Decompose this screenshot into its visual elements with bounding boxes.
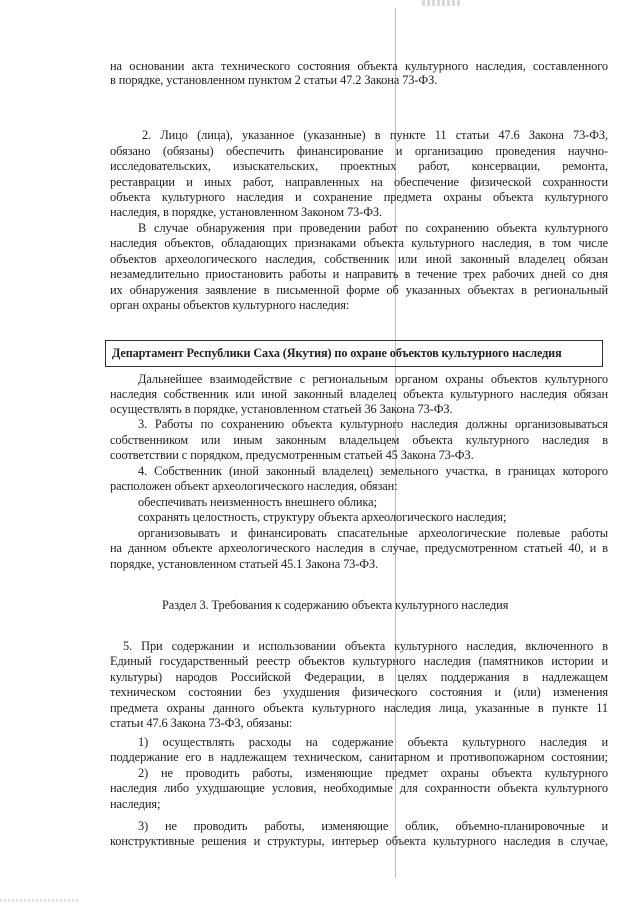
text-line: статьи 47.6 Закона 73-ФЗ, обязаны: bbox=[110, 716, 293, 730]
section-heading: Раздел 3. Требования к содержанию объекта культурного наследия bbox=[162, 598, 509, 612]
text-line: обязано (обязаны) обеспечить финансирование и организацию проведения научно- bbox=[110, 144, 608, 158]
text-line: культуры) народов Российской Федерации, в целях поддержания в надлежащем bbox=[110, 670, 608, 684]
text-line: наследия, в порядке, установленном Законом 73-ФЗ. bbox=[110, 205, 383, 219]
scan-artifact-bottom bbox=[0, 899, 80, 902]
text-line: предмета охраны данного объекта культурного наследия лица, указанные в пункте 11 bbox=[110, 701, 608, 715]
text-line: в порядке, установленном пунктом 2 статьи 47.2 Закона 73-ФЗ. bbox=[110, 73, 438, 87]
text-line: порядке, установленном статьей 45.1 Закона 73-ФЗ. bbox=[110, 557, 379, 571]
text-line: на данном объекте археологического наследия в случае, предусмотренном статьей 40, и в bbox=[110, 541, 608, 555]
text-line: 4. Собственник (иной законный владелец) земельного участка, в границах которого bbox=[138, 464, 608, 478]
text-line: техническом состоянии без ухудшения физического состояния и (или) изменения bbox=[110, 685, 608, 699]
text-line: наследия объектов, обладающих признаками объекта культурного наследия, в том числе bbox=[110, 236, 608, 250]
text-line: Единый государственный реестр объектов культурного наследия (памятников истории и bbox=[110, 654, 608, 668]
text-line: реставрации и иных работ, направленных на обеспечение физической сохранности bbox=[110, 175, 608, 189]
authority-name: Департамент Республики Саха (Якутия) по охране объектов культурного наследия bbox=[112, 346, 562, 360]
text-line: наследия; bbox=[110, 797, 161, 811]
text-line: 1) осуществлять расходы на содержание объекта культурного наследия и bbox=[138, 735, 608, 749]
text-line: наследия либо ухудшающие условия, необходимые для сохранности объекта культурного bbox=[110, 781, 608, 795]
text-line: обеспечивать неизменность внешнего облика; bbox=[138, 495, 377, 509]
text-line: собственником или иным законным владельцем объекта культурного наследия в bbox=[110, 433, 608, 447]
text-line: В случае обнаружения при проведении работ по сохранению объекта культурного bbox=[138, 221, 608, 235]
text-line: орган охраны объектов культурного наследия: bbox=[110, 298, 350, 312]
text-line: исследовательских, изыскательских, проектных работ, консервации, ремонта, bbox=[110, 159, 608, 173]
authority-name-box bbox=[105, 340, 603, 367]
text-line: расположен объект археологического наследия, обязан: bbox=[110, 479, 398, 493]
text-line: объектов археологического наследия, собственник или иной законный владелец обязан bbox=[110, 252, 608, 266]
text-line: 3) не проводить работы, изменяющие облик, объемно-планировочные и bbox=[138, 819, 608, 833]
text-line: объекта культурного наследия и сохранение предмета охраны объекта культурного bbox=[110, 190, 608, 204]
text-line: 2. Лицо (лица), указанное (указанные) в пункте 11 статьи 47.6 Закона 73-ФЗ, bbox=[142, 128, 608, 142]
text-line: наследия собственник или иной законный владелец объекта культурного наследия обязан bbox=[110, 387, 608, 401]
text-line: конструктивные решения и структуры, интерьер объекта культурного наследия в случае, bbox=[110, 834, 608, 848]
text-line: незамедлительно приостановить работы и направить в течение трех рабочих дней со дня bbox=[110, 267, 608, 281]
text-line: на основании акта технического состояния объекта культурного наследия, составленного bbox=[110, 59, 608, 73]
text-line: соответствии с порядком, предусмотренным статьей 45 Закона 73-ФЗ. bbox=[110, 448, 474, 462]
text-line: 3. Работы по сохранению объекта культурного наследия должны организовываться bbox=[138, 417, 608, 431]
text-line: осуществлять в порядке, установленном статьей 36 Закона 73-ФЗ. bbox=[110, 402, 453, 416]
text-line: их обнаружения заявление в письменной форме об указанных объектах в региональный bbox=[110, 283, 608, 297]
text-line: сохранять целостность, структуру объекта археологического наследия; bbox=[138, 510, 507, 524]
text-line: Дальнейшее взаимодействие с региональным органом охраны объектов культурного bbox=[138, 372, 608, 386]
scan-artifact-top bbox=[422, 0, 462, 6]
text-line: организовывать и финансировать спасательные археологические полевые работы bbox=[138, 526, 608, 540]
text-line: 2) не проводить работы, изменяющие предмет охраны объекта культурного bbox=[138, 766, 608, 780]
text-line: поддержание его в надлежащем техническом, санитарном и противопожарном состоянии; bbox=[110, 750, 608, 764]
text-line: 5. При содержании и использовании объекта культурного наследия, включенного в bbox=[123, 639, 608, 653]
